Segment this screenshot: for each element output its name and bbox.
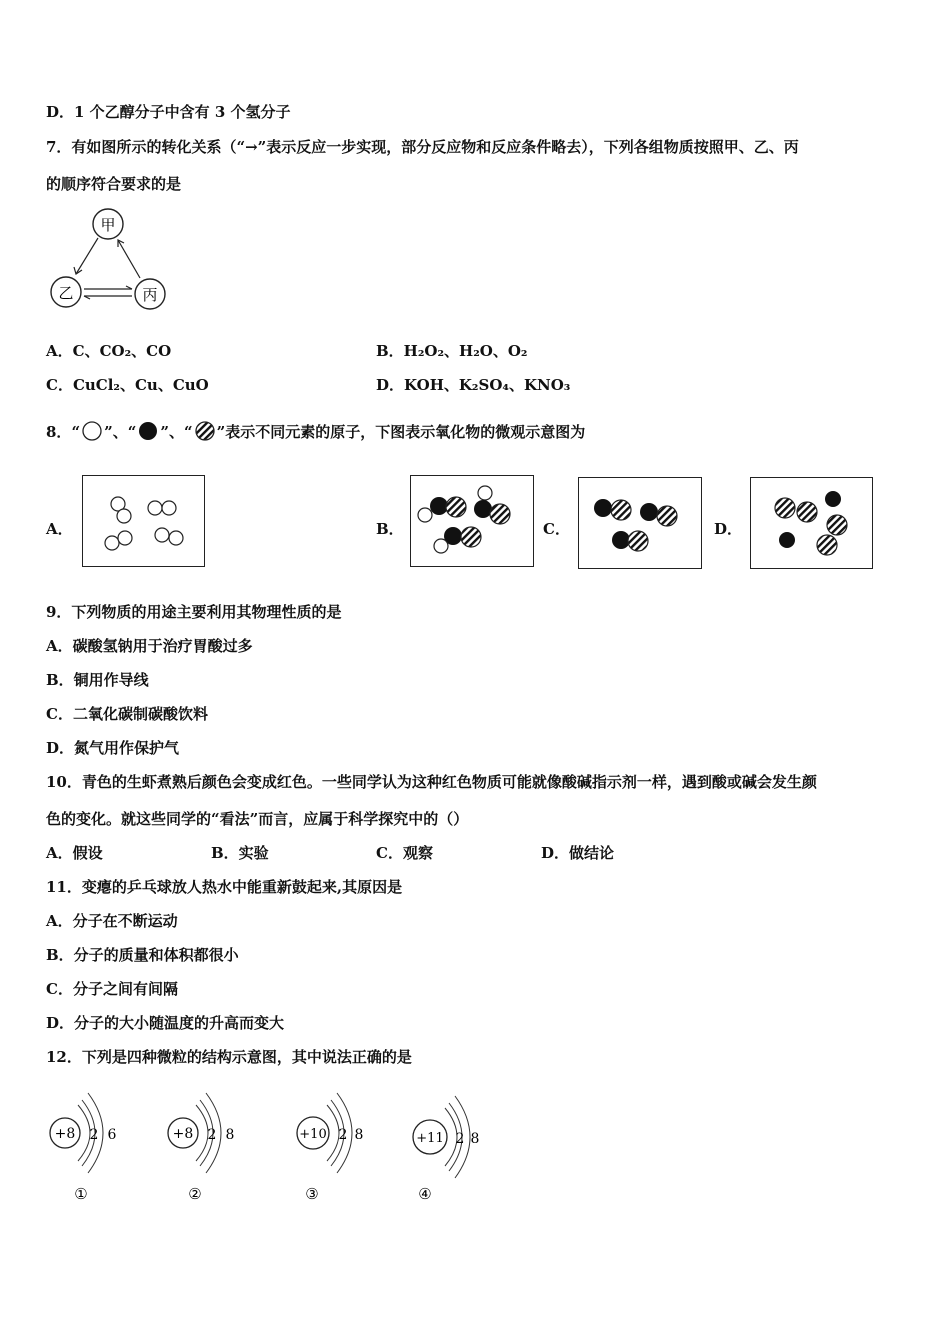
particle-2-label: ② (188, 1185, 202, 1203)
q12-stem: 12．下列是四种微粒的结构示意图，其中说法正确的是 (46, 1048, 412, 1066)
q9-stem: 9．下列物质的用途主要利用其物理性质的是 (46, 603, 342, 621)
particle-2-shell1: 2 (207, 1127, 217, 1143)
q7-option-a: A．C、CO₂、CO (46, 342, 172, 360)
q8-sep: ”、“ (104, 423, 137, 441)
particle-1-nucleus: +8 (54, 1126, 76, 1142)
q8-stem (46, 419, 585, 445)
black-atom-icon (136, 421, 160, 445)
q7-option-c: C．CuCl₂、Cu、CuO (46, 376, 209, 394)
q11-option-a: A．分子在不断运动 (46, 912, 178, 930)
q8-sep: ”、“ (160, 423, 193, 441)
q11-option-b: B．分子的质量和体积都很小 (46, 946, 239, 964)
particle-4-shell1: 2 (455, 1131, 465, 1147)
node-jia: 甲 (100, 216, 116, 234)
q8-label-a: A． (46, 520, 73, 538)
q8-number: 8． (46, 423, 72, 441)
q8-quote: “ (71, 423, 81, 441)
white-atom-icon (80, 421, 104, 445)
particle-2-shell2: 8 (225, 1127, 235, 1143)
q10-option-d: D．做结论 (541, 844, 615, 862)
particle-1-shell2: 6 (107, 1127, 117, 1143)
q10-stem-line1: 10．青色的生虾煮熟后颜色会变成红色。一些同学认为这种红色物质可能就像酸碱指示剂一样，遇到酸或碱会发生颜 (46, 773, 817, 791)
q8-label-d: D． (714, 520, 743, 538)
q8-label-b: B． (376, 520, 404, 538)
q9-option-a: A．碳酸氢钠用于治疗胃酸过多 (46, 637, 253, 655)
q8-box-d (750, 477, 873, 569)
particle-3-shell2: 8 (354, 1127, 364, 1143)
q8-label-c: C． (543, 520, 570, 538)
node-bing: 丙 (142, 286, 158, 304)
q8-box-a (82, 475, 205, 567)
q6-option-d: D．1 个乙醇分子中含有 3 个氢分子 (46, 103, 291, 121)
q11-option-c: C．分子之间有间隔 (46, 980, 178, 998)
node-yi: 乙 (58, 284, 74, 302)
arrow-bing-jia (118, 240, 140, 278)
particle-4-label: ④ (418, 1185, 432, 1203)
q10-option-b: B．实验 (211, 844, 269, 862)
q7-stem-line1: 7．有如图所示的转化关系（“→”表示反应一步实现，部分反应物和反应条件略去），下列各组物质按照甲、乙、丙 (46, 138, 799, 156)
particle-2 (162, 1088, 252, 1208)
q9-option-c: C．二氧化碳制碳酸饮料 (46, 705, 208, 723)
q10-stem-line2: 色的变化。就这些同学的“看法”而言，应属于科学探究中的（） (46, 810, 469, 828)
q8-box-c (578, 477, 702, 569)
q10-option-c: C．观察 (376, 844, 433, 862)
q10-option-a: A．假设 (46, 844, 103, 862)
q7-option-b: B．H₂O₂、H₂O、O₂ (376, 342, 528, 360)
q11-option-d: D．分子的大小随温度的升高而变大 (46, 1014, 285, 1032)
particle-1-shell1: 2 (89, 1127, 99, 1143)
particle-4-shell2: 8 (470, 1131, 480, 1147)
q7-option-d: D．KOH、K₂SO₄、KNO₃ (376, 376, 571, 394)
q7-stem-line2: 的顺序符合要求的是 (46, 175, 182, 193)
q9-option-b: B．铜用作导线 (46, 671, 149, 689)
arrow-jia-yi (76, 238, 98, 274)
particle-3-shell1: 2 (338, 1127, 348, 1143)
particle-2-nucleus: +8 (172, 1126, 194, 1142)
particle-1-label: ① (74, 1185, 88, 1203)
q11-stem: 11．变瘪的乒乓球放人热水中能重新鼓起来,其原因是 (46, 878, 403, 896)
particle-1 (44, 1088, 134, 1208)
q8-stem-tail: ”表示不同元素的原子，下图表示氧化物的微观示意图为 (216, 423, 586, 441)
q9-option-d: D．氮气用作保护气 (46, 739, 180, 757)
hatched-atom-icon (193, 421, 217, 445)
particle-3 (292, 1088, 382, 1208)
particle-4 (408, 1090, 498, 1210)
particle-4-nucleus: +11 (416, 1131, 444, 1146)
q7-conversion-diagram (44, 204, 174, 314)
particle-3-label: ③ (305, 1185, 319, 1203)
q8-box-b (410, 475, 534, 567)
particle-3-nucleus: +10 (299, 1127, 327, 1142)
